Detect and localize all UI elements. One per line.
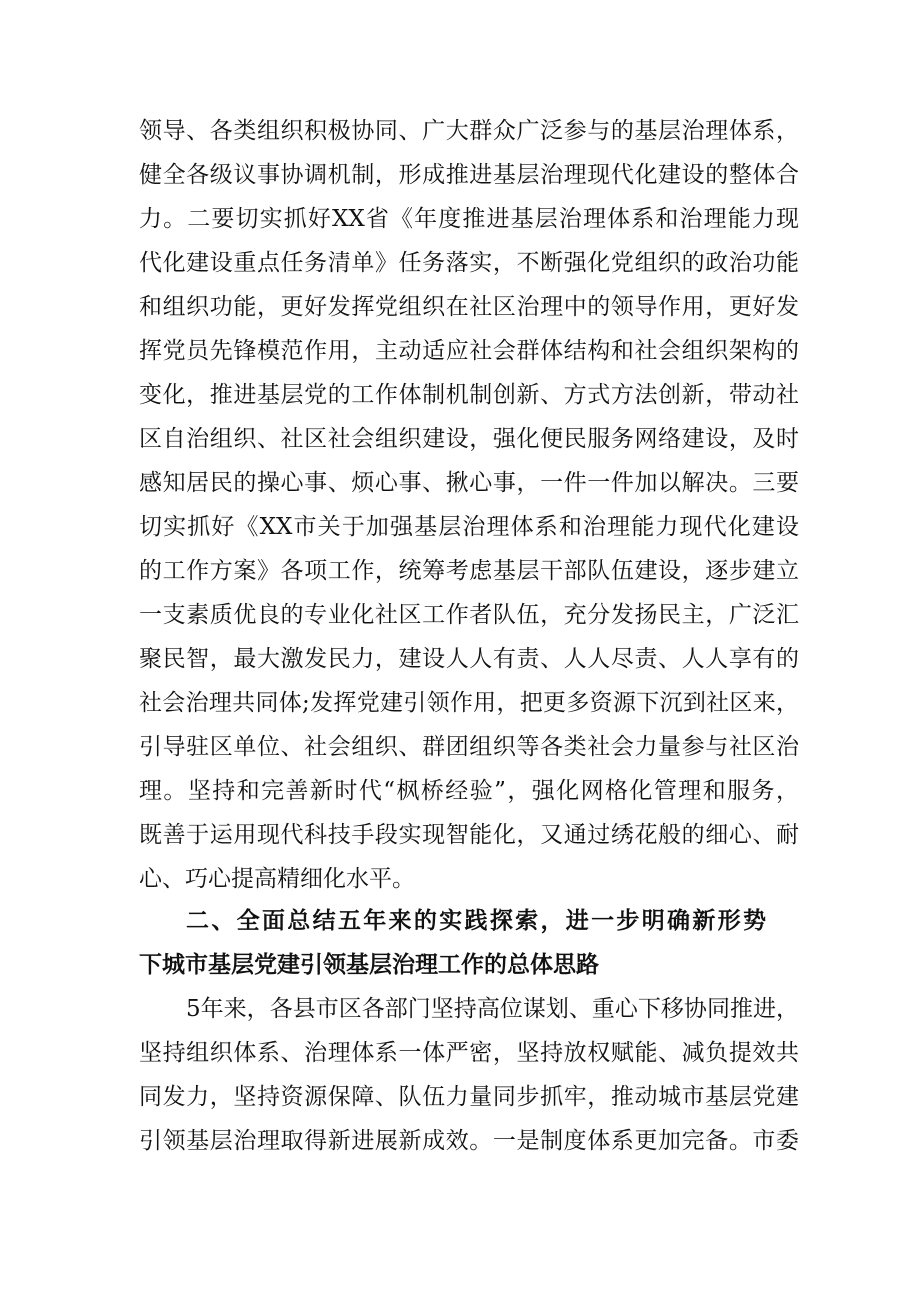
text-line: 引领基层治理取得新进展新成效。一是制度体系更加完备。市委 [139, 1128, 799, 1154]
text-line: 5年来，各县市区各部门坚持高位谋划、重心下移协同推进， [186, 996, 799, 1022]
text-line: 的工作方案》各项工作，统筹考虑基层干部队伍建设，逐步建立 [139, 558, 799, 584]
text-line: 一支素质优良的专业化社区工作者队伍，充分发扬民主，广泛汇 [139, 602, 799, 628]
text-line: 变化，推进基层党的工作体制机制创新、方式方法创新，带动社 [139, 382, 799, 408]
text-line: 健全各级议事协调机制，形成推进基层治理现代化建设的整体合 [139, 162, 799, 188]
text-line: 社会治理共同体;发挥党建引领作用，把更多资源下沉到社区来， [139, 690, 799, 716]
text-line: 心、巧心提高精细化水平。 [139, 866, 415, 892]
text-line: 聚民智，最大激发民力，建设人人有责、人人尽责、人人享有的 [139, 646, 799, 672]
text-line: 代化建设重点任务清单》任务落实，不断强化党组织的政治功能 [139, 250, 799, 276]
text-line: 同发力，坚持资源保障、队伍力量同步抓牢，推动城市基层党建 [139, 1084, 799, 1110]
text-line: 引导驻区单位、社会组织、群团组织等各类社会力量参与社区治 [139, 734, 799, 760]
heading-line: 下城市基层党建引领基层治理工作的总体思路 [139, 952, 599, 978]
text-line: 坚持组织体系、治理体系一体严密，坚持放权赋能、减负提效共 [139, 1040, 799, 1066]
text-line: 理。坚持和完善新时代“枫桥经验”，强化网格化管理和服务， [139, 778, 799, 804]
text-line: 既善于运用现代科技手段实现智能化，又通过绣花般的细心、耐 [139, 822, 799, 848]
text-line: 感知居民的操心事、烦心事、揪心事，一件一件加以解决。三要 [139, 470, 799, 496]
text-line: 切实抓好《XX市关于加强基层治理体系和治理能力现代化建设 [139, 514, 799, 540]
heading-line: 二、全面总结五年来的实践探索，进一步明确新形势 [186, 908, 766, 934]
text-line: 和组织功能，更好发挥党组织在社区治理中的领导作用，更好发 [139, 294, 799, 320]
text-line: 领导、各类组织积极协同、广大群众广泛参与的基层治理体系， [139, 118, 799, 144]
text-line: 挥党员先锋模范作用，主动适应社会群体结构和社会组织架构的 [139, 338, 799, 364]
text-line: 力。二要切实抓好XX省《年度推进基层治理体系和治理能力现 [139, 206, 799, 232]
text-line: 区自治组织、社区社会组织建设，强化便民服务网络建设，及时 [139, 426, 799, 452]
